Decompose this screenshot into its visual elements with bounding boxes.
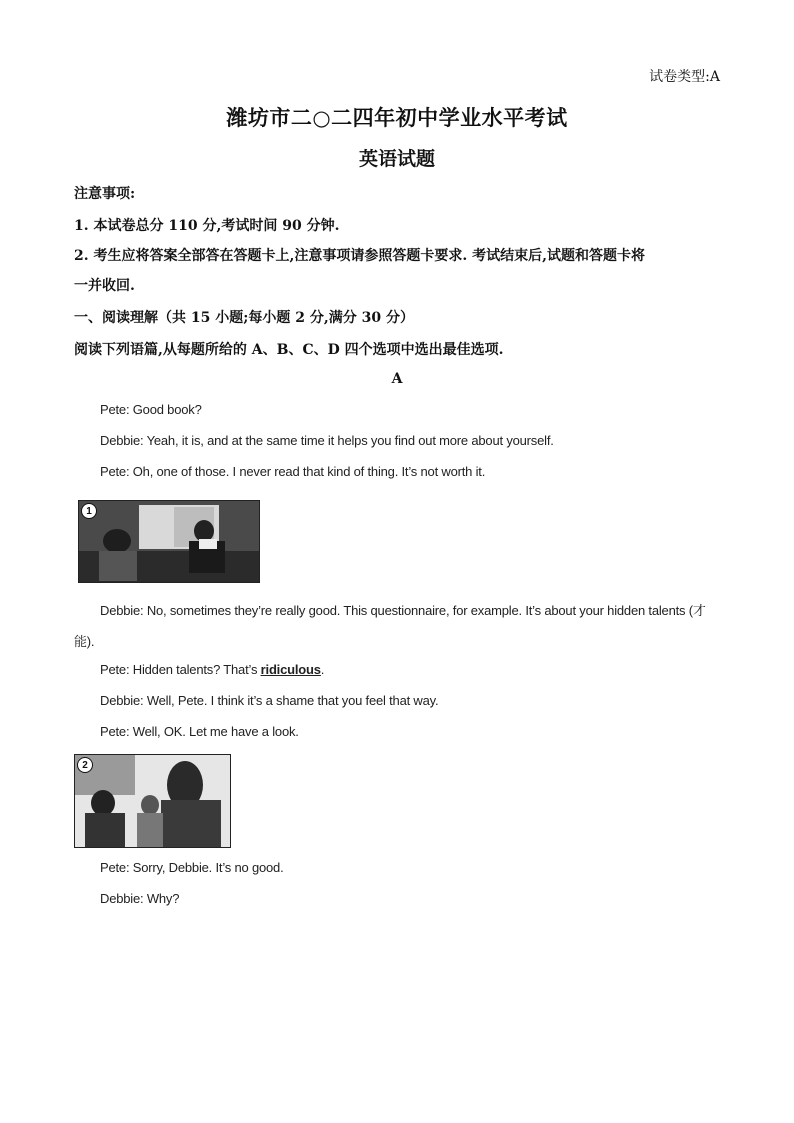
photo-1-scene — [79, 501, 259, 582]
dialogue-line-continued: 能). — [74, 634, 95, 649]
section-instruction: 阅读下列语篇,从每题所给的 A、B、C、D 四个选项中选出最佳选项. — [74, 342, 504, 358]
paper-type-label: 试卷类型:A — [649, 69, 720, 85]
dialogue-line: Debbie: Well, Pete. I think it’s a shame that you feel that way. — [100, 693, 439, 708]
dialogue-line: Pete: Well, OK. Let me have a look. — [100, 724, 299, 739]
dialogue-text: Pete: Hidden talents? That’s — [100, 662, 261, 677]
dialogue-line: Pete: Oh, one of those. I never read that kind of thing. It’s not worth it. — [100, 464, 486, 479]
section-heading: 一、阅读理解（共 15 小题;每小题 2 分,满分 30 分） — [74, 310, 414, 326]
dialogue-line: Pete: Sorry, Debbie. It’s no good. — [100, 860, 284, 875]
photo-2-scene — [75, 755, 230, 847]
exam-title: 潍坊市二○二四年初中学业水平考试 — [226, 105, 568, 130]
photo-1-number-badge: 1 — [81, 503, 97, 519]
dialogue-text: . — [320, 662, 325, 677]
notes-heading: 注意事项: — [74, 186, 136, 202]
illustration-photo-1 — [78, 500, 260, 583]
underlined-word: ridiculous — [260, 662, 321, 677]
dialogue-line: Debbie: No, sometimes they’re really good. This questionnaire, for example. It’s about your hidden talents (才 — [100, 603, 706, 618]
dialogue-line — [100, 662, 324, 677]
illustration-photo-2 — [74, 754, 231, 848]
photo-2-number-badge: 2 — [77, 757, 93, 773]
notes-item-1: 1. 本试卷总分 110 分,考试时间 90 分钟. — [74, 218, 340, 234]
dialogue-line: Pete: Good book? — [100, 402, 202, 417]
notes-item-2-line-1: 2. 考生应将答案全部答在答题卡上,注意事项请参照答题卡要求. 考试结束后,试题和答题卡将 — [74, 248, 645, 264]
dialogue-line: Debbie: Why? — [100, 891, 180, 906]
exam-subtitle: 英语试题 — [358, 148, 435, 170]
notes-item-2-line-2: 一并收回. — [74, 278, 135, 294]
dialogue-line: Debbie: Yeah, it is, and at the same time it helps you find out more about yourself. — [100, 433, 554, 448]
passage-label: A — [391, 371, 403, 387]
